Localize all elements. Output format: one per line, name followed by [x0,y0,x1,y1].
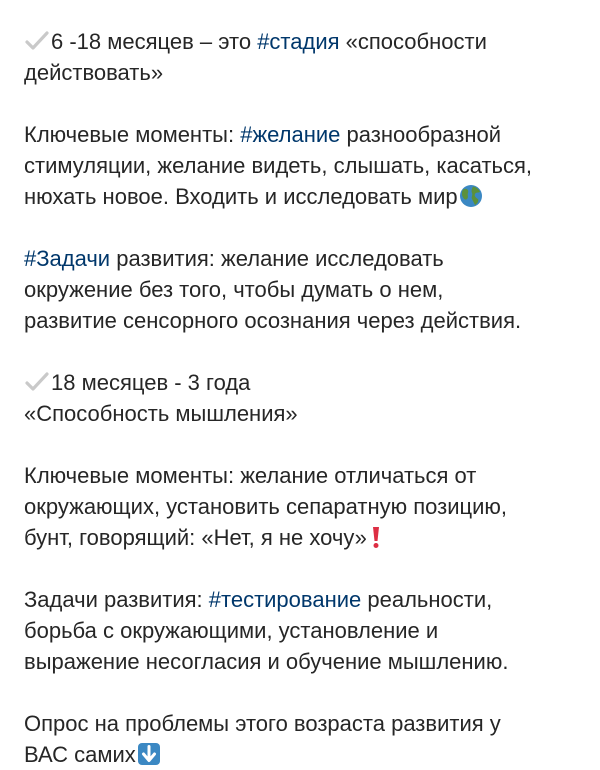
stage-1-heading-line-1: 6 -18 месяцев – это #стадия «способности [24,26,590,57]
hashtag-zadachi[interactable]: #Задачи [24,246,111,271]
post-caption [24,26,590,770]
hashtag-stadiya[interactable]: #стадия [257,29,340,54]
stage-1-heading-line-2: действовать» [24,60,164,85]
check-mark-icon [24,30,50,52]
hashtag-testirovanie[interactable]: #тестирование [208,587,362,612]
paragraph-key-moments-1 [24,119,590,212]
key-moments-2-line-1: Ключевые моменты: желание отличаться от [24,463,477,488]
check-mark-icon [24,371,50,393]
paragraph-stage-1 [24,26,590,88]
tasks-2-line-2: борьба с окружающими, установление и [24,618,439,643]
tasks-1-line-2: окружение без того, чтобы думать о нем, [24,277,444,302]
tasks-1-line-3: развитие сенсорного осознания через действия. [24,308,522,333]
exclamation-icon [369,525,383,549]
paragraph-tasks-1 [24,243,590,336]
poll-line-1: Опрос на проблемы этого возраста развития у [24,711,501,736]
paragraph-key-moments-2 [24,460,590,553]
tasks-1-line-1: #Задачи развития: желание исследовать [24,246,444,271]
paragraph-tasks-2 [24,584,590,677]
key-moments-2-line-2: окружающих, установить сепаратную позицию, [24,494,507,519]
globe-icon [459,184,483,208]
key-moments-1-line-3: нюхать новое. Входить и исследовать мир [24,181,590,212]
key-moments-1-line-1: Ключевые моменты: #желание разнообразной [24,122,502,147]
stage-2-heading-line-2: «Способность мышления» [24,401,298,426]
down-arrow-icon [137,742,161,766]
tasks-2-line-1: Задачи развития: #тестирование реальности, [24,587,493,612]
hashtag-zhelanie[interactable]: #желание [240,122,341,147]
poll-line-2: ВАС самих [24,739,590,770]
tasks-2-line-3: выражение несогласия и обучение мышлению. [24,649,509,674]
stage-2-heading-line-1: 18 месяцев - 3 года [24,367,590,398]
key-moments-2-line-3: бунт, говорящий: «Нет, я не хочу» [24,522,590,553]
paragraph-poll [24,708,590,770]
paragraph-stage-2 [24,367,590,429]
key-moments-1-line-2: стимуляции, желание видеть, слышать, касаться, [24,153,533,178]
